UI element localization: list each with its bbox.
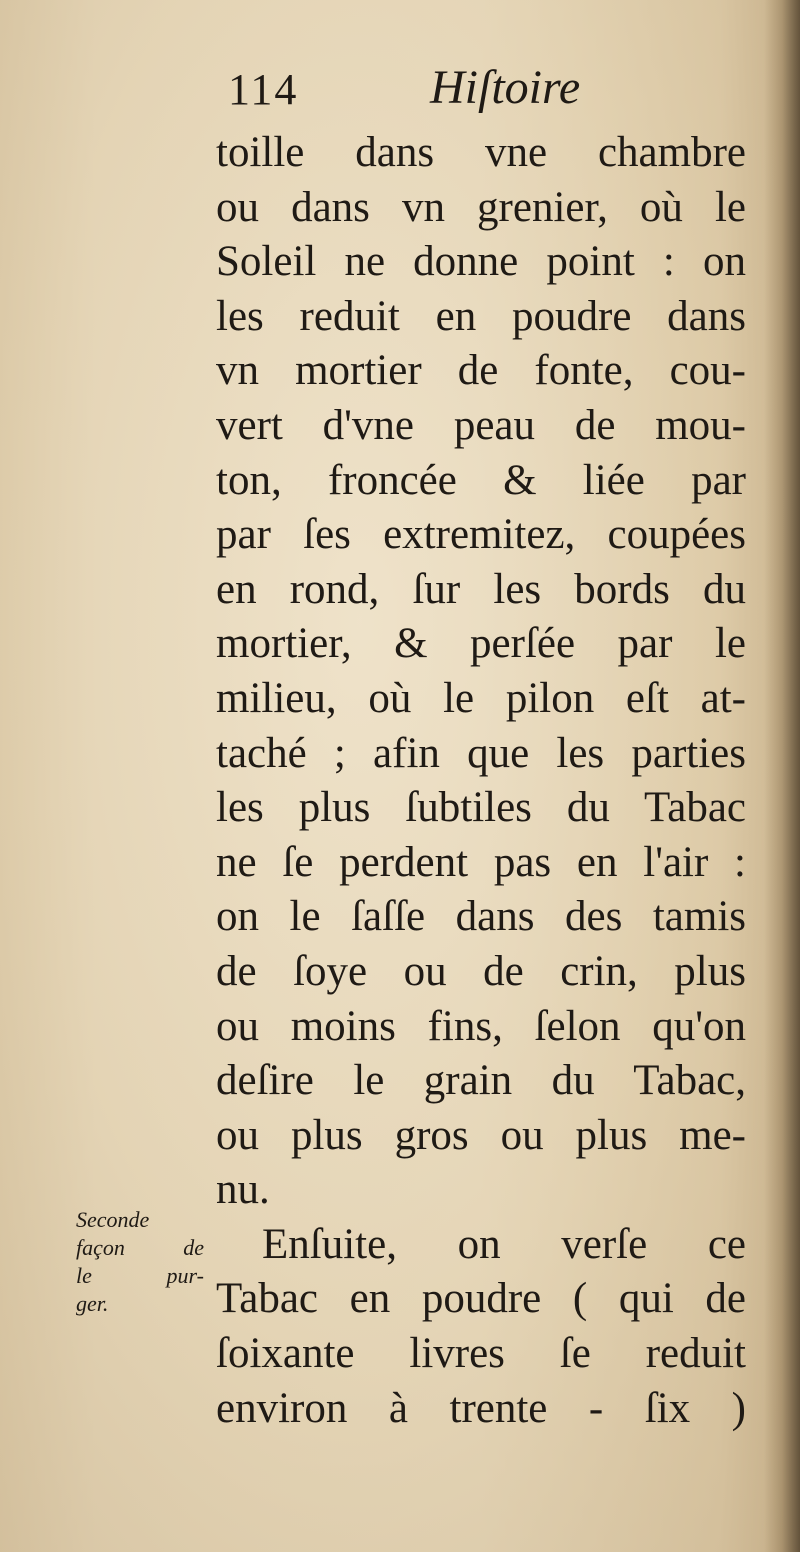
text-line: mortier, & perſée par le bbox=[216, 620, 746, 668]
text-line: vert d'vne peau de mou- bbox=[216, 401, 746, 449]
text-line: de ſoye ou de crin, plus bbox=[216, 947, 746, 995]
text-line: Soleil ne donne point : on bbox=[216, 238, 746, 286]
page-number: 114 bbox=[228, 65, 299, 114]
text-line: milieu, où le pilon eſt at- bbox=[216, 674, 746, 722]
text-line: les reduit en poudre dans bbox=[216, 292, 746, 340]
text-line: Tabac en poudre ( qui de bbox=[216, 1275, 746, 1323]
running-title: Hiſtoire bbox=[430, 61, 581, 114]
text-line: ou plus gros ou plus me- bbox=[216, 1111, 746, 1159]
text-line: ou moins fins, ſelon qu'on bbox=[216, 1002, 746, 1050]
text-line: ou dans vn grenier, où le bbox=[216, 183, 746, 231]
text-line: ne ſe perdent pas en l'air : bbox=[216, 838, 746, 886]
margin-note bbox=[76, 1206, 204, 1318]
text-line: vn mortier de fonte, cou- bbox=[216, 347, 746, 395]
margin-note-line: le pur- bbox=[76, 1263, 204, 1288]
text-line: les plus ſubtiles du Tabac bbox=[216, 784, 746, 832]
text-line: nu. bbox=[216, 1166, 270, 1214]
text-line: environ à trente - ſix ) bbox=[216, 1384, 746, 1432]
text-line: on le ſaſſe dans des tamis bbox=[216, 893, 746, 941]
text-line: ſoixante livres ſe reduit bbox=[216, 1330, 746, 1378]
body-text bbox=[216, 126, 746, 1436]
margin-note-line: façon de bbox=[76, 1235, 204, 1260]
margin-note-line: ger. bbox=[76, 1291, 109, 1316]
text-line: par ſes extremitez, coupées bbox=[216, 511, 746, 559]
text-line: ton, froncée & liée par bbox=[216, 456, 746, 504]
text-line: deſire le grain du Tabac, bbox=[216, 1057, 746, 1105]
text-line: en rond, ſur les bords du bbox=[216, 565, 746, 613]
text-line: Enſuite, on verſe ce bbox=[262, 1220, 746, 1268]
text-line: toille dans vne chambre bbox=[216, 129, 746, 176]
text-line: taché ; afin que les parties bbox=[216, 729, 746, 777]
page-gutter-shadow bbox=[764, 0, 800, 1552]
margin-note-line: Seconde bbox=[76, 1207, 150, 1232]
